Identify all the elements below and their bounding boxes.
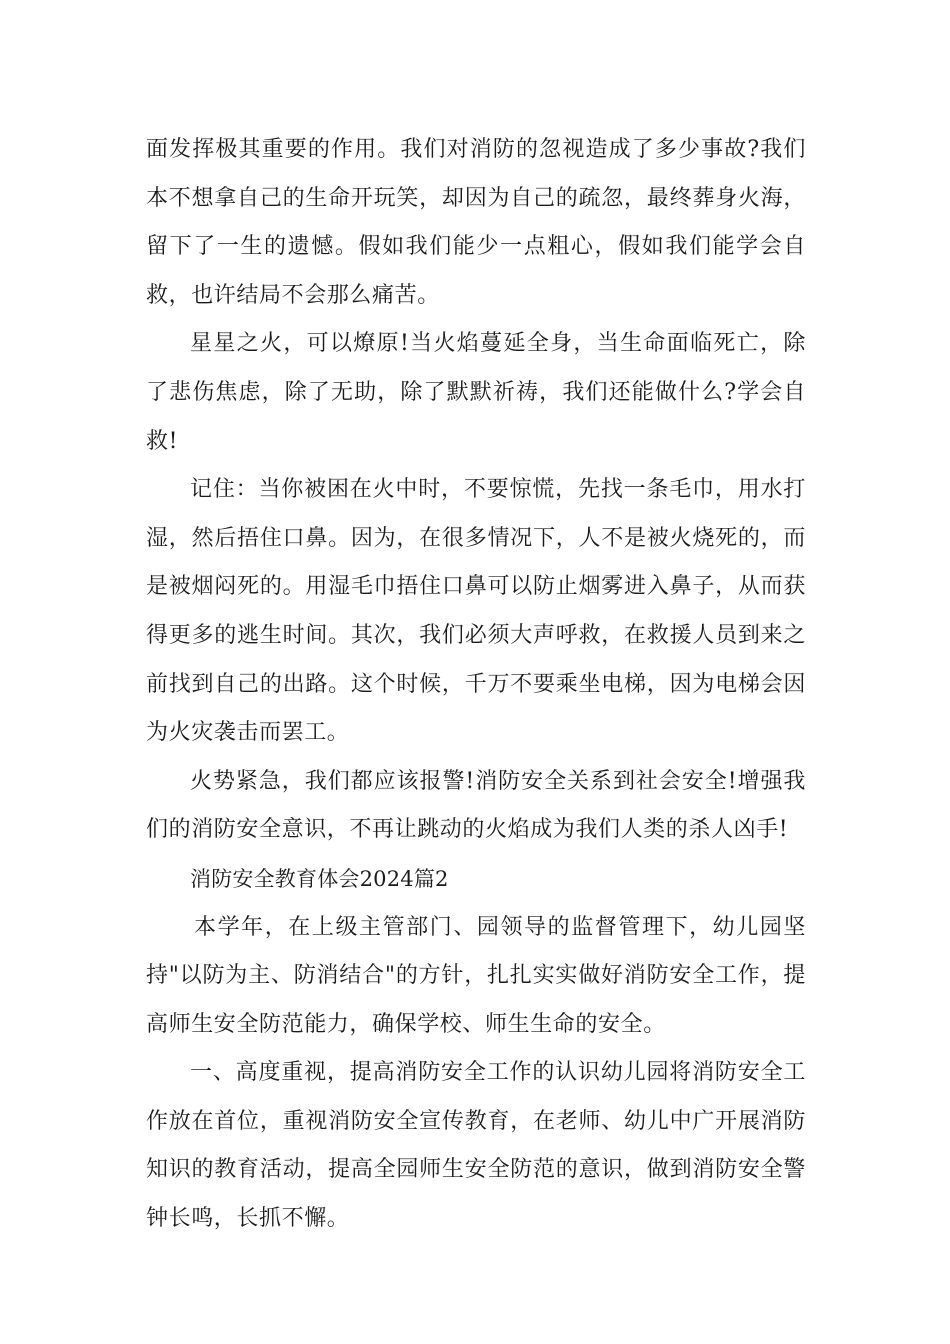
paragraph-continuation: 面发挥极其重要的作用。我们对消防的忽视造成了多少事故?我们本不想拿自己的生命开玩笑，却因为自己的疏忽，最终葬身火海，留下了一生的遗憾。假如我们能少一点粗心，假如我们能学会自救，也许结局不会那么痛苦。	[146, 137, 806, 308]
paragraph-remember: 记住：当你被困在火中时，不要惊慌，先找一条毛巾，用水打湿，然后捂住口鼻。因为，在很多情况下，人不是被火烧死的，而是被烟闷死的。用湿毛巾捂住口鼻可以防止烟雾进入鼻子，从而获得更多的逃生时间。其次，我们必须大声呼救，在救援人员到来之前找到自己的出路。这个时候，千万不要乘坐电梯，因为电梯会因为火灾袭击而罢工。	[146, 477, 806, 746]
paragraph-school-year: 本学年，在上级主管部门、园领导的监督管理下，幼儿园坚持"以防为主、防消结合"的方针，扎扎实实做好消防安全工作，提高师生安全防范能力，确保学校、师生生命的安全。	[146, 914, 806, 1037]
document-body	[146, 126, 806, 1244]
paragraph-spark: 星星之火，可以燎原!当火焰蔓延全身，当生命面临死亡，除了悲伤焦虑，除了无助，除了默默祈祷，我们还能做什么?学会自救!	[146, 331, 806, 454]
paragraph-point-one: 一、高度重视，提高消防安全工作的认识幼儿园将消防安全工作放在首位，重视消防安全宣传教育，在老师、幼儿中广开展消防知识的教育活动，提高全园师生安全防范的意识，做到消防安全警钟长鸣，长抓不懈。	[146, 1060, 806, 1232]
paragraph-urgent: 火势紧急，我们都应该报警!消防安全关系到社会安全!增强我们的消防安全意识，不再让跳动的火焰成为我们人类的杀人凶手!	[146, 768, 806, 843]
section-heading: 消防安全教育体会2024篇2	[190, 866, 449, 891]
